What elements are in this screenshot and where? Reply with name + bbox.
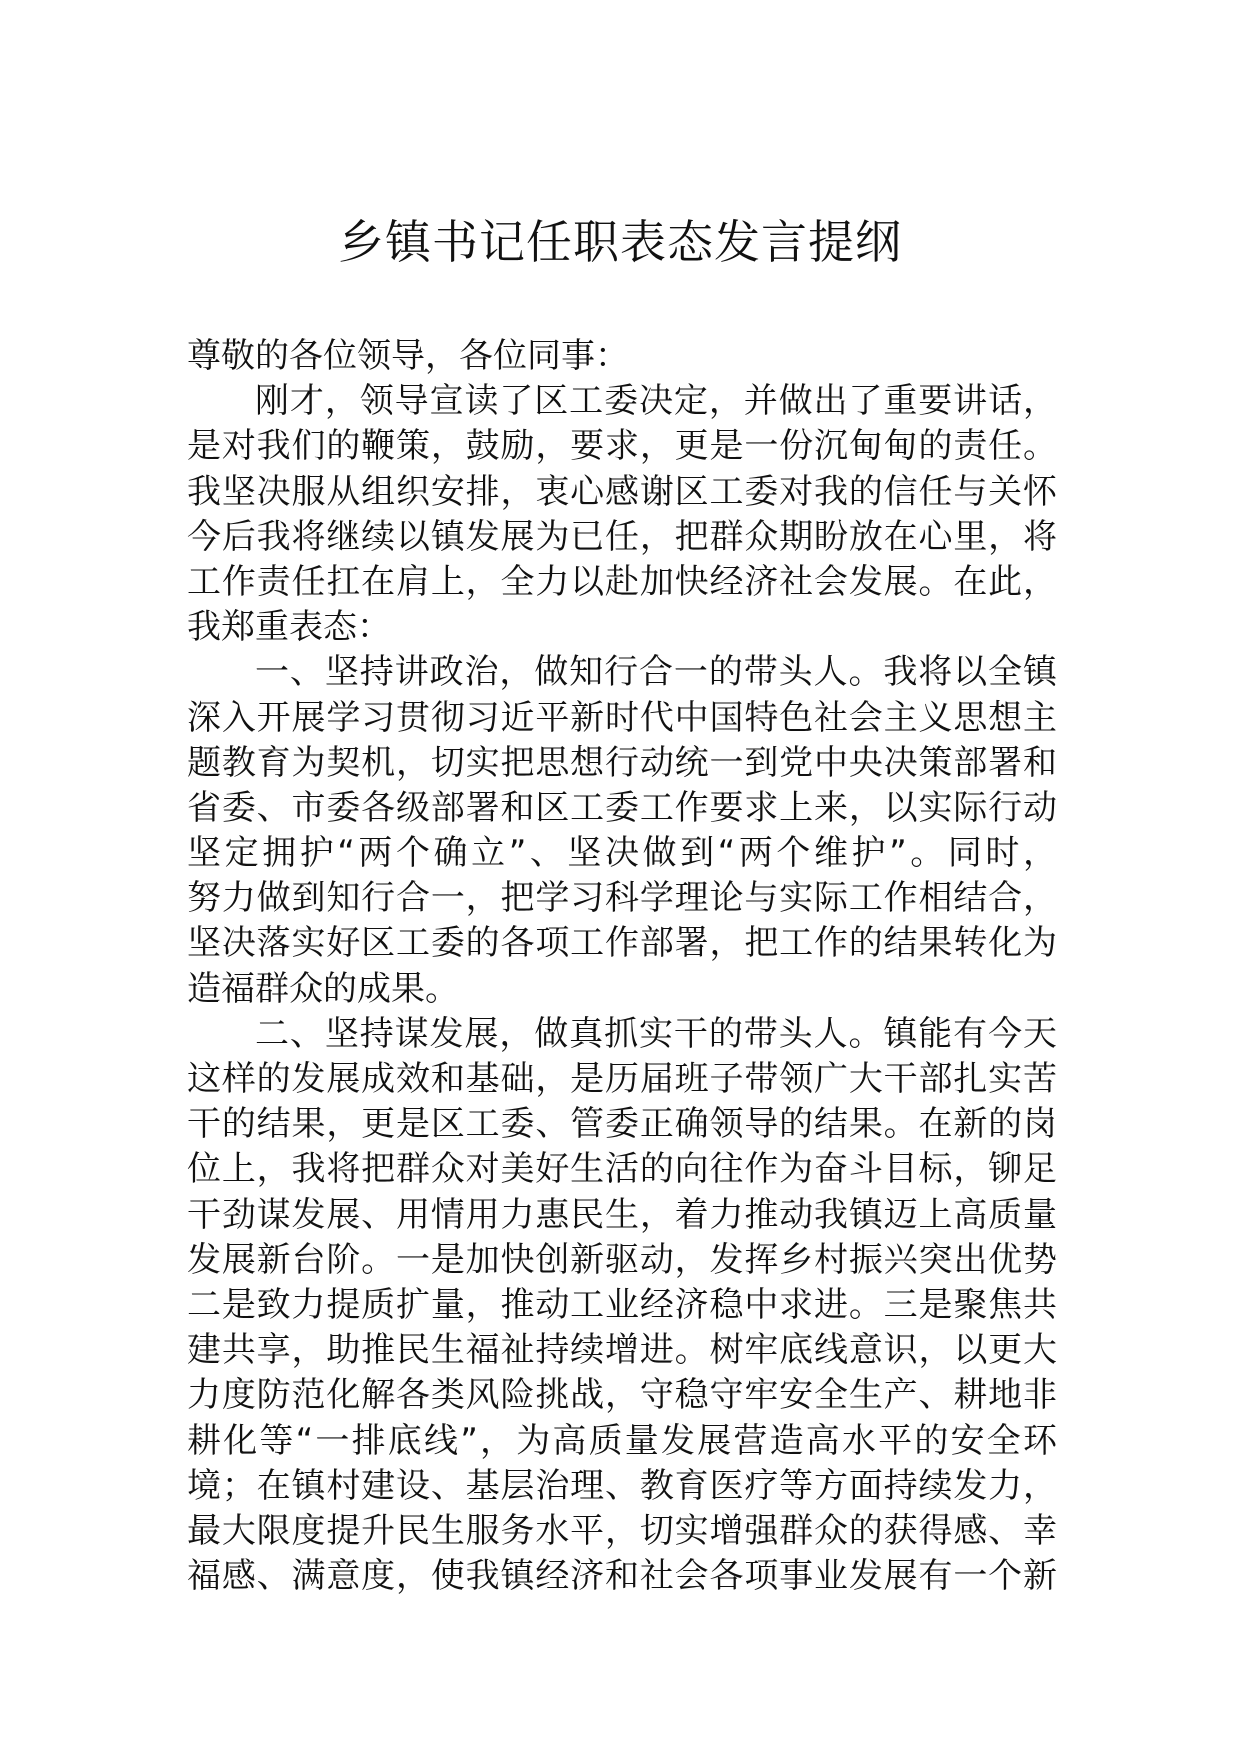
text-line: 力度防范化解各类风险挑战，守稳守牢安全生产、耕地非 [187, 1375, 1057, 1416]
text-line: 一、坚持讲政治，做知行合一的带头人。我将以全镇 [255, 652, 1057, 693]
text-line: 省委、市委各级部署和区工委工作要求上来，以实际行动 [187, 787, 1057, 828]
text-line: 我郑重表态： [187, 607, 391, 648]
text-line: 福感、满意度，使我镇经济和社会各项事业发展有一个新 [187, 1556, 1057, 1597]
text-line: 干劲谋发展、用情用力惠民生，着力推动我镇迈上高质量 [187, 1194, 1057, 1235]
text-line: 坚决落实好区工委的各项工作部署，把工作的结果转化为 [187, 923, 1057, 964]
text-line: 最大限度提升民生服务水平，切实增强群众的获得感、幸 [187, 1510, 1057, 1551]
text-line: 坚定拥护“两个确立”、坚决做到“两个维护”。同时， [187, 833, 1057, 874]
text-line: 位上，我将把群众对美好生活的向往作为奋斗目标，铆足 [187, 1149, 1057, 1190]
text-line: 二、坚持谋发展，做真抓实干的带头人。镇能有今天 [255, 1013, 1057, 1054]
text-line: 干的结果，更是区工委、管委正确领导的结果。在新的岗 [187, 1104, 1057, 1145]
text-line: 发展新台阶。一是加快创新驱动，发挥乡村振兴突出优势 [187, 1239, 1057, 1280]
text-line: 尊敬的各位领导，各位同事： [187, 336, 629, 376]
text-line: 今后我将继续以镇发展为已任，把群众期盼放在心里，将 [187, 516, 1057, 557]
page-title: 乡镇书记任职表态发言提纲 [338, 215, 902, 269]
document-body [187, 334, 1057, 1599]
text-line: 工作责任扛在肩上，全力以赴加快经济社会发展。在此， [187, 561, 1057, 602]
text-line: 努力做到知行合一，把学习科学理论与实际工作相结合， [187, 878, 1057, 919]
text-line: 造福群众的成果。 [187, 968, 459, 1009]
text-line: 是对我们的鞭策，鼓励，要求，更是一份沉甸甸的责任。 [187, 426, 1057, 467]
text-line: 建共享，助推民生福祉持续增进。树牢底线意识，以更大 [187, 1330, 1057, 1371]
text-line: 二是致力提质扩量，推动工业经济稳中求进。三是聚焦共 [187, 1284, 1057, 1325]
text-line: 我坚决服从组织安排，衷心感谢区工委对我的信任与关怀 [187, 471, 1057, 512]
text-line: 境；在镇村建设、基层治理、教育医疗等方面持续发力， [187, 1465, 1057, 1506]
text-line: 这样的发展成效和基础，是历届班子带领广大干部扎实苦 [187, 1059, 1057, 1099]
text-line: 刚才，领导宣读了区工委决定，并做出了重要讲话， [255, 381, 1057, 422]
text-line: 耕化等“一排底线”，为高质量发展营造高水平的安全环 [187, 1420, 1057, 1461]
text-line: 题教育为契机，切实把思想行动统一到党中央决策部署和 [187, 742, 1057, 783]
text-line: 深入开展学习贯彻习近平新时代中国特色社会主义思想主 [187, 697, 1057, 738]
